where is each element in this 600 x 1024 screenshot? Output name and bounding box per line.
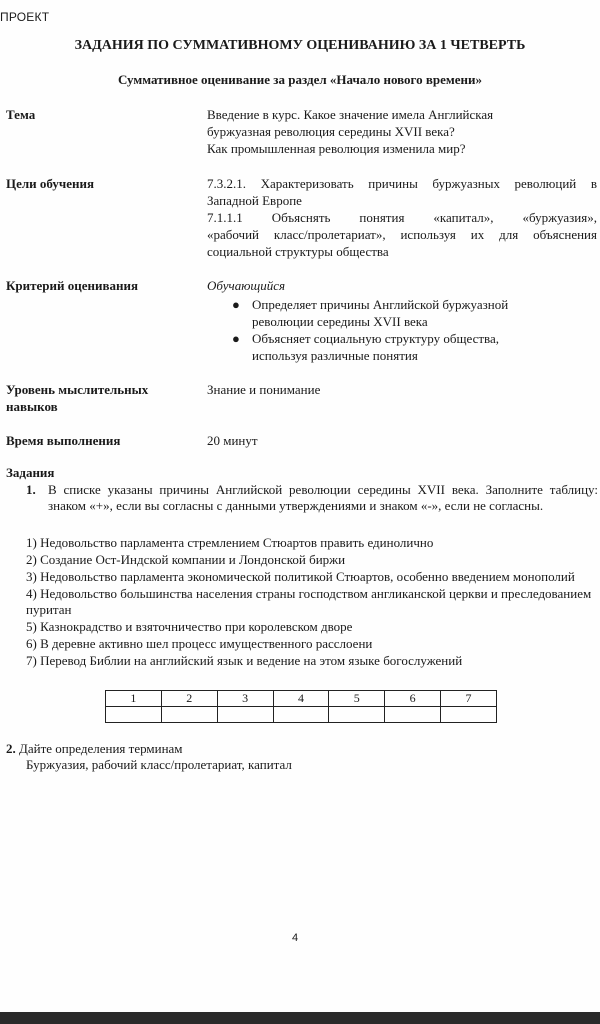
criteria-label: Критерий оценивания bbox=[6, 278, 139, 293]
criteria-intro: Обучающийся bbox=[207, 278, 286, 293]
task-1-text: В списке указаны причины Английской революции середины XVII века. Заполните таблицу: знаком «+», если вы согласны с данными утверждениями и знаком «-», если не согласны. bbox=[48, 482, 598, 513]
criteria-item bbox=[232, 296, 597, 330]
criteria-item bbox=[232, 330, 597, 364]
page-number: 4 bbox=[291, 932, 299, 944]
task-2-terms: Буржуазия, рабочий класс/пролетариат, капитал bbox=[26, 757, 292, 772]
task-1 bbox=[26, 482, 598, 514]
answer-table bbox=[105, 690, 497, 723]
time-label: Время выполнения bbox=[6, 433, 121, 448]
answer-table-header-cell: 7 bbox=[441, 691, 497, 707]
list-item: 3) Недовольство парламента экономической политикой Стюартов, особенно введением монополий bbox=[26, 569, 575, 584]
answer-cell[interactable] bbox=[385, 707, 441, 723]
page-title: ЗАДАНИЯ ПО СУММАТИВНОМУ ОЦЕНИВАНИЮ ЗА 1 ЧЕТВЕРТЬ bbox=[74, 38, 526, 53]
criteria-item-line: Определяет причины Английской буржуазной bbox=[252, 297, 509, 312]
topic-line: буржуазная революция середины XVII века? bbox=[207, 124, 455, 139]
bottom-edge-strip bbox=[0, 1012, 600, 1024]
goals-label: Цели обучения bbox=[6, 176, 95, 191]
list-item: 6) В деревне активно шел процесс имущественного расслоени bbox=[26, 636, 373, 651]
topic-value bbox=[207, 106, 597, 157]
criteria-item-line: Объясняет социальную структуру общества, bbox=[252, 331, 500, 346]
answer-table-header-cell: 1 bbox=[106, 691, 162, 707]
criteria-value bbox=[207, 277, 597, 364]
bullet-icon: ● bbox=[232, 297, 240, 312]
criteria-item-line: революции середины XVII века bbox=[252, 314, 428, 329]
list-item: 4) Недовольство большинства населения страны господством англиканской церкви и преследованием пуритан bbox=[26, 586, 592, 617]
answer-table-header-row bbox=[106, 691, 497, 707]
time-value: 20 минут bbox=[207, 433, 258, 448]
answer-cell[interactable] bbox=[161, 707, 217, 723]
list-item: 5) Казнокрадство и взяточничество при королевском дворе bbox=[26, 619, 353, 634]
task-2 bbox=[6, 741, 292, 773]
goal-line: 7.1.1.1 Объяснять понятия «капитал», «буржуазия», bbox=[207, 210, 597, 225]
answer-table-header-cell: 6 bbox=[385, 691, 441, 707]
task-2-text: Дайте определения терминам bbox=[19, 741, 183, 756]
answer-cell[interactable] bbox=[106, 707, 162, 723]
tasks-heading: Задания bbox=[6, 465, 55, 480]
topic-line: Как промышленная революция изменила мир? bbox=[207, 141, 466, 156]
answer-table-input-row bbox=[106, 707, 497, 723]
skills-value: Знание и понимание bbox=[207, 382, 321, 397]
answer-table-header-cell: 3 bbox=[217, 691, 273, 707]
goals-value bbox=[207, 175, 597, 260]
answer-cell[interactable] bbox=[273, 707, 329, 723]
list-item: 2) Создание Ост-Индской компании и Лондонской биржи bbox=[26, 552, 346, 567]
task-2-heading bbox=[6, 741, 292, 757]
skills-label-line: навыков bbox=[6, 399, 58, 414]
goal-line: социальной структуры общества bbox=[207, 244, 389, 259]
bullet-icon: ● bbox=[232, 331, 240, 346]
criteria-list bbox=[207, 296, 597, 364]
answer-table-header-cell: 2 bbox=[161, 691, 217, 707]
task-1-number: 1. bbox=[26, 482, 36, 497]
goal-line: «рабочий класс/пролетариат», используя их для объяснения bbox=[207, 227, 597, 242]
list-item: 7) Перевод Библии на английский язык и ведение на этом языке богослужений bbox=[26, 653, 463, 668]
list-item: 1) Недовольство парламента стремлением Стюартов править единолично bbox=[26, 535, 434, 550]
answer-table-header-cell: 4 bbox=[273, 691, 329, 707]
task-1-items bbox=[26, 535, 598, 670]
answer-cell[interactable] bbox=[217, 707, 273, 723]
skills-label bbox=[6, 381, 148, 415]
topic-label: Тема bbox=[6, 107, 36, 122]
criteria-item-line: используя различные понятия bbox=[252, 348, 418, 363]
goal-line: Западной Европе bbox=[207, 193, 302, 208]
task-2-number: 2. bbox=[6, 741, 16, 756]
section-subtitle: Суммативное оценивание за раздел «Начало нового времени» bbox=[117, 72, 483, 87]
answer-cell[interactable] bbox=[329, 707, 385, 723]
project-mark: ПРОЕКТ bbox=[0, 10, 50, 24]
answer-table-header-cell: 5 bbox=[329, 691, 385, 707]
skills-label-line: Уровень мыслительных bbox=[6, 382, 149, 397]
topic-line: Введение в курс. Какое значение имела Английская bbox=[207, 107, 494, 122]
goal-line: 7.3.2.1. Характеризовать причины буржуазных революций в bbox=[207, 176, 597, 191]
answer-cell[interactable] bbox=[441, 707, 497, 723]
